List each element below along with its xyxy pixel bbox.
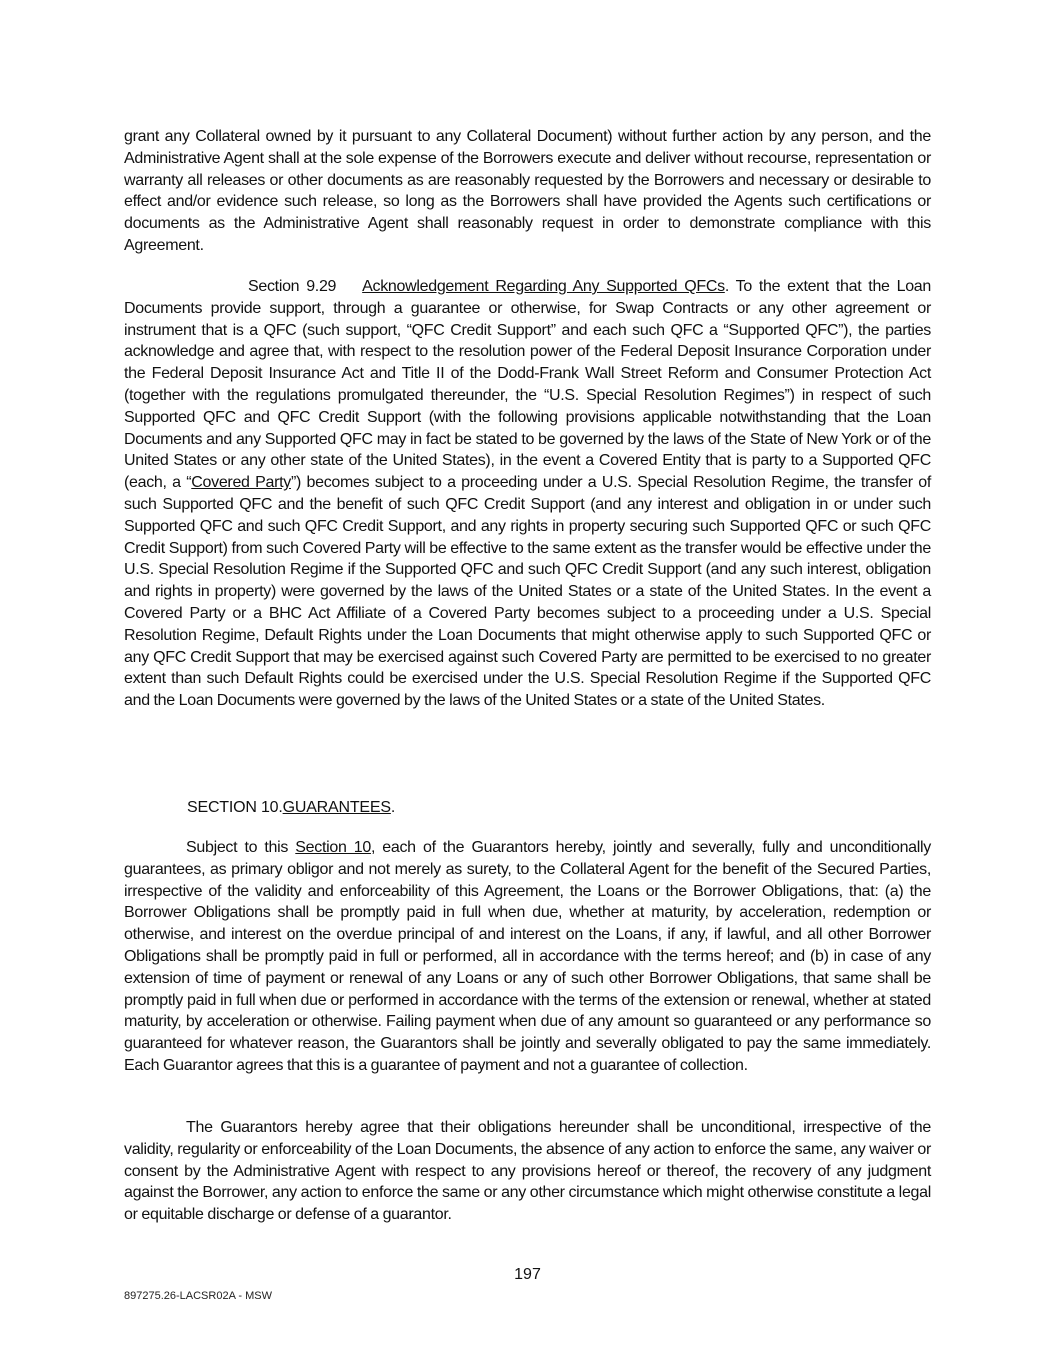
section-number: Section 9.29 xyxy=(248,278,337,295)
unconditional-text: The Guarantors hereby agree that their obligations hereunder shall be unconditional, irrespective of the validity, regularity or enforceability of the Loan Documents, the absence of any action to enforce the same, any waiver or consent by the Administrative Agent with respect to any provisions hereof or thereof, the recovery of any judgment against the Borrower, any action to enforce the same or any other circumstance which might otherwise constitute a legal or equitable discharge or defense of a guarantor. xyxy=(124,1119,931,1224)
guarantee-text-a: Subject to this xyxy=(186,839,296,856)
covered-party-term: Covered Party xyxy=(191,474,291,492)
section-10-reference: Section 10 xyxy=(295,839,371,856)
heading-title: GUARANTEES xyxy=(282,799,391,816)
paragraph-section-9-29 xyxy=(124,276,931,712)
heading-prefix: SECTION 10. xyxy=(187,799,283,816)
section-title: Acknowledgement Regarding Any Supported QFCs xyxy=(362,278,725,295)
paragraph-release-text: grant any Collateral owned by it pursuant to any Collateral Document) without further action by any person, and the Administrative Agent shall at the sole expense of the Borrowers execute and deliver without recourse, representation or warranty all releases or other documents as are reasonably requested by the Borrowers and necessary or desirable to effect and/or evidence such release, so long as the Borrowers shall have provided the Agents such certifications or documents as the Administrative Agent shall reasonably request in order to demonstrate compliance with this Agreement. xyxy=(124,128,931,254)
section-text-b: ”) becomes subject to a proceeding under a U.S. Special Resolution Regime, the transfer of such Supported QFC and the benefit of such QFC Credit Support (and any interest and obligation in or under such Supported QFC and such QFC Credit Support, and any rights in property securing such Supported QFC or such QFC Credit Support) from such Covered Party will be effective to the same extent as the transfer would be effective under the U.S. Special Resolution Regime if the Supported QFC and such QFC Credit Support (and any such interest, obligation and rights in property) were governed by the laws of the United States or a state of the United States. In the event a Covered Party or a BHC Act Affiliate of a Covered Party becomes subject to a proceeding under a U.S. Special Resolution Regime, Default Rights under the Loan Documents that might otherwise apply to such Supported QFC or any QFC Credit Support that may be exercised against such Covered Party are permitted to be exercised to no greater extent than such Default Rights could be exercised under the U.S. Special Resolution Regime if the Supported QFC and the Loan Documents were governed by the laws of the United States or a state of the United States. xyxy=(124,474,931,710)
document-id: 897275.26-LACSR02A - MSW xyxy=(124,1290,272,1302)
section-text-a: . To the extent that the Loan Documents provide support, through a guarantee or otherwise, for Swap Contracts or any other agreement or instrument that is a QFC (such support, “QFC Credit Support” and each such QFC a “Supported QFC”), the parties acknowledge and agree that, with respect to the resolution power of the Federal Deposit Insurance Corporation under the Federal Deposit Insurance Act and Title II of the Dodd-Frank Wall Street Reform and Consumer Protection Act (together with the regulations promulgated thereunder, the “U.S. Special Resolution Regimes”) in respect of such Supported QFC and QFC Credit Support (with the following provisions applicable notwithstanding that the Loan Documents and any Supported QFC may in fact be stated to be governed by the laws of the State of New York or of the United States or any other state of the United States), in the event a Covered Entity that is party to a Supported QFC (each, a “ xyxy=(124,278,931,492)
page-number: 197 xyxy=(514,1266,541,1283)
paragraph-unconditional xyxy=(124,1117,931,1226)
section-10-heading xyxy=(187,797,395,819)
paragraph-guarantee xyxy=(124,837,931,1077)
guarantee-text-b: , each of the Guarantors hereby, jointly and severally, fully and unconditionally guarantees, as primary obligor and not merely as surety, to the Collateral Agent for the benefit of the Secured Parties, irrespective of the validity and enforceability of this Agreement, the Loans or the Borrower Obligations, that: (a) the Borrower Obligations shall be promptly paid in full when due, whether at maturity, by acceleration, redemption or otherwise, and interest on the overdue principal of and interest on the Loans, if any, if lawful, and all other Borrower Obligations shall be promptly paid in full or performed, all in accordance with the terms hereof; and (b) in case of any extension of time of payment or renewal of any Loans or any of such other Borrower Obligations, that same shall be promptly paid in full when due or performed in accordance with the terms of the extension or renewal, whether at stated maturity, by acceleration or otherwise. Failing payment when due of any amount so guaranteed or any performance so guaranteed for whatever reason, the Guarantors shall be jointly and severally obligated to pay the same immediately. Each Guarantor agrees that this is a guarantee of payment and not a guarantee of collection. xyxy=(124,839,931,1074)
heading-suffix: . xyxy=(390,799,396,816)
paragraph-release xyxy=(124,126,931,257)
